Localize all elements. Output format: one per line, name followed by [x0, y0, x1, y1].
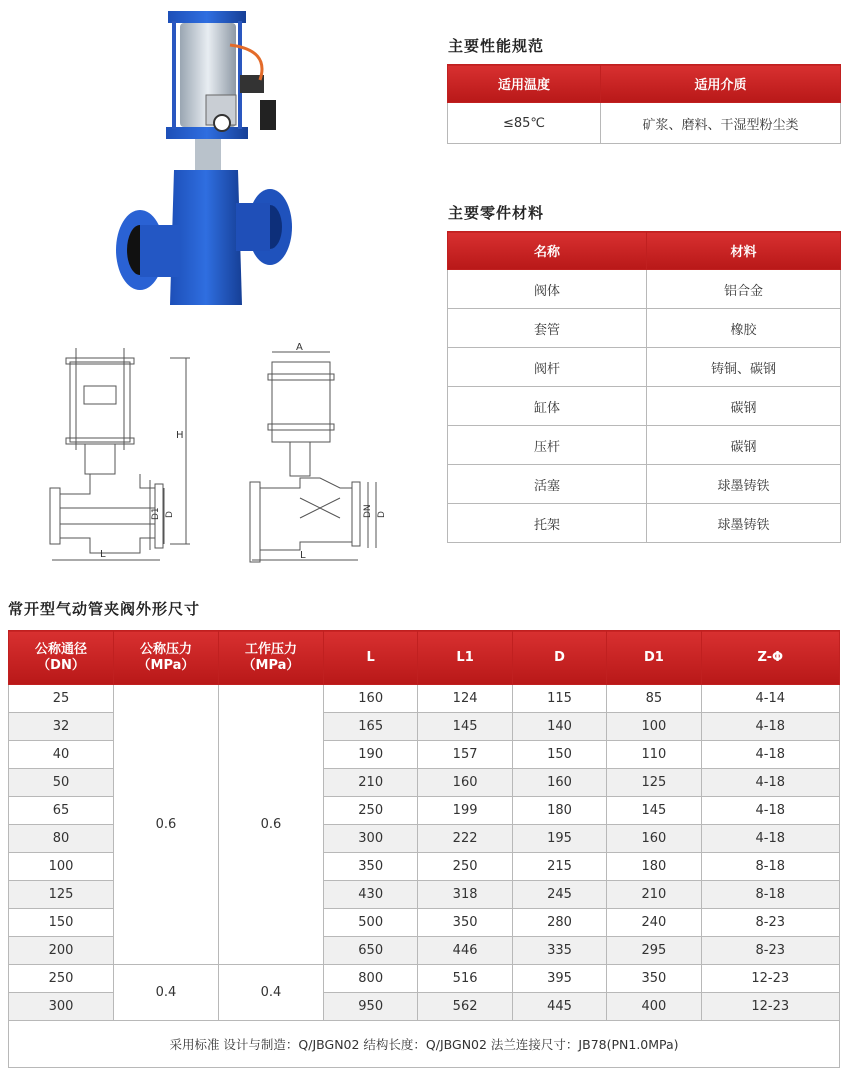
part-material: 铝合金	[647, 270, 841, 309]
dn-cell: 32	[9, 713, 114, 741]
parts-table	[447, 231, 841, 543]
medium-value: 矿浆、磨料、干湿型粉尘类	[601, 103, 841, 144]
dn-cell: 40	[9, 741, 114, 769]
part-material: 碳钢	[647, 426, 841, 465]
header-wp-line2: （MPa）	[242, 657, 300, 673]
part-material: 橡胶	[647, 309, 841, 348]
table-row	[448, 348, 841, 387]
z-cell: 12-23	[701, 965, 839, 993]
l-cell: 300	[324, 825, 418, 853]
d1-cell: 400	[607, 993, 701, 1021]
dim-l-label-front: L	[100, 549, 106, 560]
side-view-drawing	[240, 338, 390, 570]
z-cell: 12-23	[701, 993, 839, 1021]
part-name: 阀杆	[448, 348, 647, 387]
header-medium: 适用介质	[601, 65, 841, 103]
d-cell: 140	[512, 713, 606, 741]
d1-cell: 110	[607, 741, 701, 769]
header-d1: D1	[607, 631, 701, 685]
z-cell: 4-14	[701, 685, 839, 713]
d1-cell: 125	[607, 769, 701, 797]
side-view-graphic	[240, 338, 390, 570]
d-cell: 280	[512, 909, 606, 937]
dn-cell: 50	[9, 769, 114, 797]
dn-cell: 150	[9, 909, 114, 937]
l1-cell: 350	[418, 909, 512, 937]
l1-cell: 199	[418, 797, 512, 825]
z-cell: 4-18	[701, 741, 839, 769]
d-cell: 160	[512, 769, 606, 797]
d-cell: 195	[512, 825, 606, 853]
header-material: 材料	[647, 232, 841, 270]
dim-h-label: H	[176, 430, 184, 441]
l-cell: 430	[324, 881, 418, 909]
header-dn-line1: 公称通径	[34, 641, 87, 657]
l1-cell: 446	[418, 937, 512, 965]
d-cell: 395	[512, 965, 606, 993]
z-cell: 4-18	[701, 797, 839, 825]
table-row	[9, 965, 840, 993]
l-cell: 250	[324, 797, 418, 825]
dim-a-label: A	[296, 342, 303, 353]
dim-d1-label: D1	[151, 507, 161, 520]
table-row	[448, 426, 841, 465]
dimensions-title: 常开型气动管夹阀外形尺寸	[8, 600, 201, 618]
d-cell: 335	[512, 937, 606, 965]
l1-cell: 516	[418, 965, 512, 993]
dim-l-label-side: L	[300, 550, 306, 561]
dn-cell: 250	[9, 965, 114, 993]
part-name: 套管	[448, 309, 647, 348]
d-cell: 115	[512, 685, 606, 713]
l-cell: 800	[324, 965, 418, 993]
l1-cell: 145	[418, 713, 512, 741]
header-d: D	[512, 631, 606, 685]
d1-cell: 85	[607, 685, 701, 713]
table-row	[448, 270, 841, 309]
front-view-drawing	[40, 338, 200, 570]
table-row	[448, 309, 841, 348]
z-cell: 8-23	[701, 909, 839, 937]
d1-cell: 350	[607, 965, 701, 993]
d1-cell: 240	[607, 909, 701, 937]
header-nominal-pressure	[114, 631, 219, 685]
d-cell: 215	[512, 853, 606, 881]
l-cell: 190	[324, 741, 418, 769]
dn-cell: 200	[9, 937, 114, 965]
z-cell: 4-18	[701, 713, 839, 741]
front-view-graphic	[40, 338, 200, 570]
working-pressure-group2: 0.4	[219, 965, 324, 1021]
l-cell: 500	[324, 909, 418, 937]
l1-cell: 160	[418, 769, 512, 797]
d-cell: 150	[512, 741, 606, 769]
header-pn-line2: （MPa）	[137, 657, 195, 673]
valve-product-photo	[110, 5, 300, 327]
performance-title: 主要性能规范	[448, 37, 545, 55]
dim-d-label-side: D	[377, 511, 387, 518]
d-cell: 445	[512, 993, 606, 1021]
header-dn	[9, 631, 114, 685]
d1-cell: 145	[607, 797, 701, 825]
d-cell: 245	[512, 881, 606, 909]
z-cell: 4-18	[701, 825, 839, 853]
part-name: 活塞	[448, 465, 647, 504]
dim-d-label-front: D	[165, 511, 175, 518]
d1-cell: 210	[607, 881, 701, 909]
z-cell: 8-18	[701, 853, 839, 881]
l1-cell: 318	[418, 881, 512, 909]
part-name: 缸体	[448, 387, 647, 426]
dn-cell: 65	[9, 797, 114, 825]
part-material: 铸铜、碳钢	[647, 348, 841, 387]
valve-photo-graphic	[110, 5, 300, 327]
l-cell: 650	[324, 937, 418, 965]
temperature-value: ≤85℃	[448, 103, 601, 144]
standards-note: 采用标准 设计与制造：Q/JBGN02 结构长度：Q/JBGN02 法兰连接尺寸：JB78(PN1.0MPa)	[9, 1021, 840, 1068]
z-cell: 4-18	[701, 769, 839, 797]
l1-cell: 250	[418, 853, 512, 881]
nominal-pressure-group1: 0.6	[114, 685, 219, 965]
l1-cell: 222	[418, 825, 512, 853]
dn-cell: 300	[9, 993, 114, 1021]
part-material: 球墨铸铁	[647, 504, 841, 543]
header-temperature: 适用温度	[448, 65, 601, 103]
part-material: 球墨铸铁	[647, 465, 841, 504]
d1-cell: 160	[607, 825, 701, 853]
dn-cell: 25	[9, 685, 114, 713]
l-cell: 160	[324, 685, 418, 713]
table-row	[448, 465, 841, 504]
header-pn-line1: 公称压力	[139, 641, 192, 657]
part-name: 托架	[448, 504, 647, 543]
d-cell: 180	[512, 797, 606, 825]
header-part-name: 名称	[448, 232, 647, 270]
dn-cell: 100	[9, 853, 114, 881]
part-name: 阀体	[448, 270, 647, 309]
z-cell: 8-23	[701, 937, 839, 965]
d1-cell: 180	[607, 853, 701, 881]
dn-cell: 80	[9, 825, 114, 853]
header-dn-line2: （DN）	[37, 657, 85, 673]
dimensions-table	[8, 630, 840, 1068]
l-cell: 950	[324, 993, 418, 1021]
header-l1: L1	[418, 631, 512, 685]
header-working-pressure	[219, 631, 324, 685]
nominal-pressure-group2: 0.4	[114, 965, 219, 1021]
l-cell: 210	[324, 769, 418, 797]
parts-title: 主要零件材料	[448, 204, 545, 222]
dn-cell: 125	[9, 881, 114, 909]
l-cell: 165	[324, 713, 418, 741]
table-row	[448, 387, 841, 426]
l1-cell: 157	[418, 741, 512, 769]
part-material: 碳钢	[647, 387, 841, 426]
working-pressure-group1: 0.6	[219, 685, 324, 965]
z-cell: 8-18	[701, 881, 839, 909]
l1-cell: 562	[418, 993, 512, 1021]
header-l: L	[324, 631, 418, 685]
table-row	[9, 685, 840, 713]
header-wp-line1: 工作压力	[244, 641, 297, 657]
dim-dn-label: DN	[363, 504, 373, 518]
l1-cell: 124	[418, 685, 512, 713]
header-z: Z-Φ	[701, 631, 839, 685]
d1-cell: 100	[607, 713, 701, 741]
d1-cell: 295	[607, 937, 701, 965]
table-row	[448, 504, 841, 543]
performance-table	[447, 64, 841, 144]
l-cell: 350	[324, 853, 418, 881]
part-name: 压杆	[448, 426, 647, 465]
